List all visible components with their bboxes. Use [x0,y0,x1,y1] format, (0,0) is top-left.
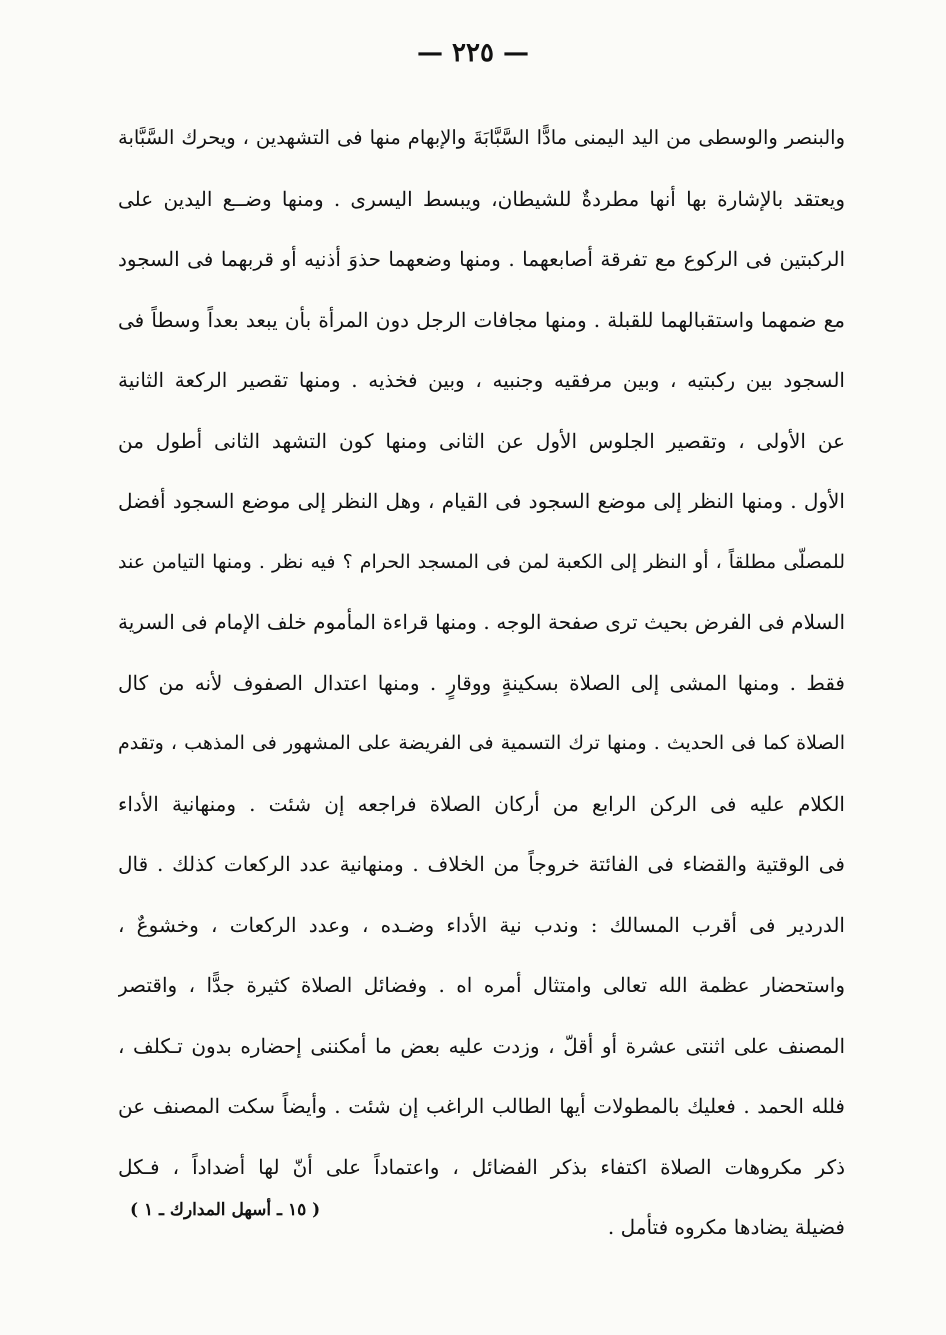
text-line: الكلام عليه فى الركن الرابع من أركان الصلاة فراجعه إن شئت . ومنهانية الأداء [118,791,845,816]
text-line: فلله الحمد . فعليك بالمطولات أيها الطالب الراغب إن شئت . وأيضاً سكت المصنف عن [118,1094,845,1118]
page-number: — ٢٢٥ — [416,38,530,68]
text-line: المصنف على اثنتى عشرة أو أقلّ ، وزدت عليه بعض ما أمكننى إحضاره بدون تـكلف ، [118,1033,845,1058]
text-line: السجود بين ركبتيه ، وبين مرفقيه وجنبيه ، وبين فخذيه . ومنها تقصير الركعة الثانية [118,368,845,392]
text-line: الدردير فى أقرب المسالك : وندب نية الأداء وضـده ، وعدد الركعات ، وخشوعٌ ، [118,912,845,937]
text-line: عن الأولى ، وتقصير الجلوس الأول عن الثانى ومنها كون التشهد الثانى أطول من [118,428,845,453]
text-line: ذكر مكروهات الصلاة اكتفاء بذكر الفضائل ، واعتماداً على أنّ لها أضداداً ، فـكل [118,1154,845,1179]
body-text [118,108,845,1258]
text-line: واستحضار عظمة الله تعالى وامتثال أمره اه . وفضائل الصلاة كثيرة جدًّا ، واقتصر [118,973,845,997]
text-line: السلام فى الفرض بحيث ترى صفحة الوجه . ومنها قراءة المأموم خلف الإمام فى السرية [118,610,845,634]
text-line: فضيلة يضادها مكروه فتأمل . [607,1215,845,1239]
text-line: فقط . ومنها المشى إلى الصلاة بسكينةٍ ووقارٍ . ومنها اعتدال الصفوف لأنه من كال [118,670,845,695]
text-line: والبنصر والوسطى من اليد اليمنى مادًّا السَّبَّابَةَ والإبهام منها فى التشهدين ، ويحرك السَّبَّابة [118,126,845,149]
text-line: الأول . ومنها النظر إلى موضع السجود فى القيام ، وهل النظر إلى موضع السجود أفضل [118,489,845,513]
footer-signature: ( ١٥ ـ أسهل المدارك ـ ١ ) [130,1200,321,1220]
text-line: للمصلّى مطلقاً ، أو النظر إلى الكعبة لمن فى المسجد الحرام ؟ فيه نظر . ومنها التيامن عند [118,550,845,573]
text-line: الصلاة كما فى الحديث . ومنها ترك التسمية فى الفريضة على المشهور فى المذهب ، وتقدم [118,732,845,754]
text-line: الركبتين فى الركوع مع تفرقة أصابعهما . ومنها وضعهما حذوَ أذنيه أو قربهما فى السجود [118,247,845,271]
text-line: مع ضمهما واستقبالهما للقبلة . ومنها مجافات الرجل دون المرأة بأن يبعد بعداً وسطاً فى [118,307,845,332]
text-line: فى الوقتية والقضاء فى الفائتة خروجاً من الخلاف . ومنهانية عدد الركعات كذلك . قال [118,852,845,876]
text-line: ويعتقد بالإشارة بها أنها مطردةٌ للشيطان، ويبسط اليسرى . ومنها وضــع اليدين على [118,186,845,211]
